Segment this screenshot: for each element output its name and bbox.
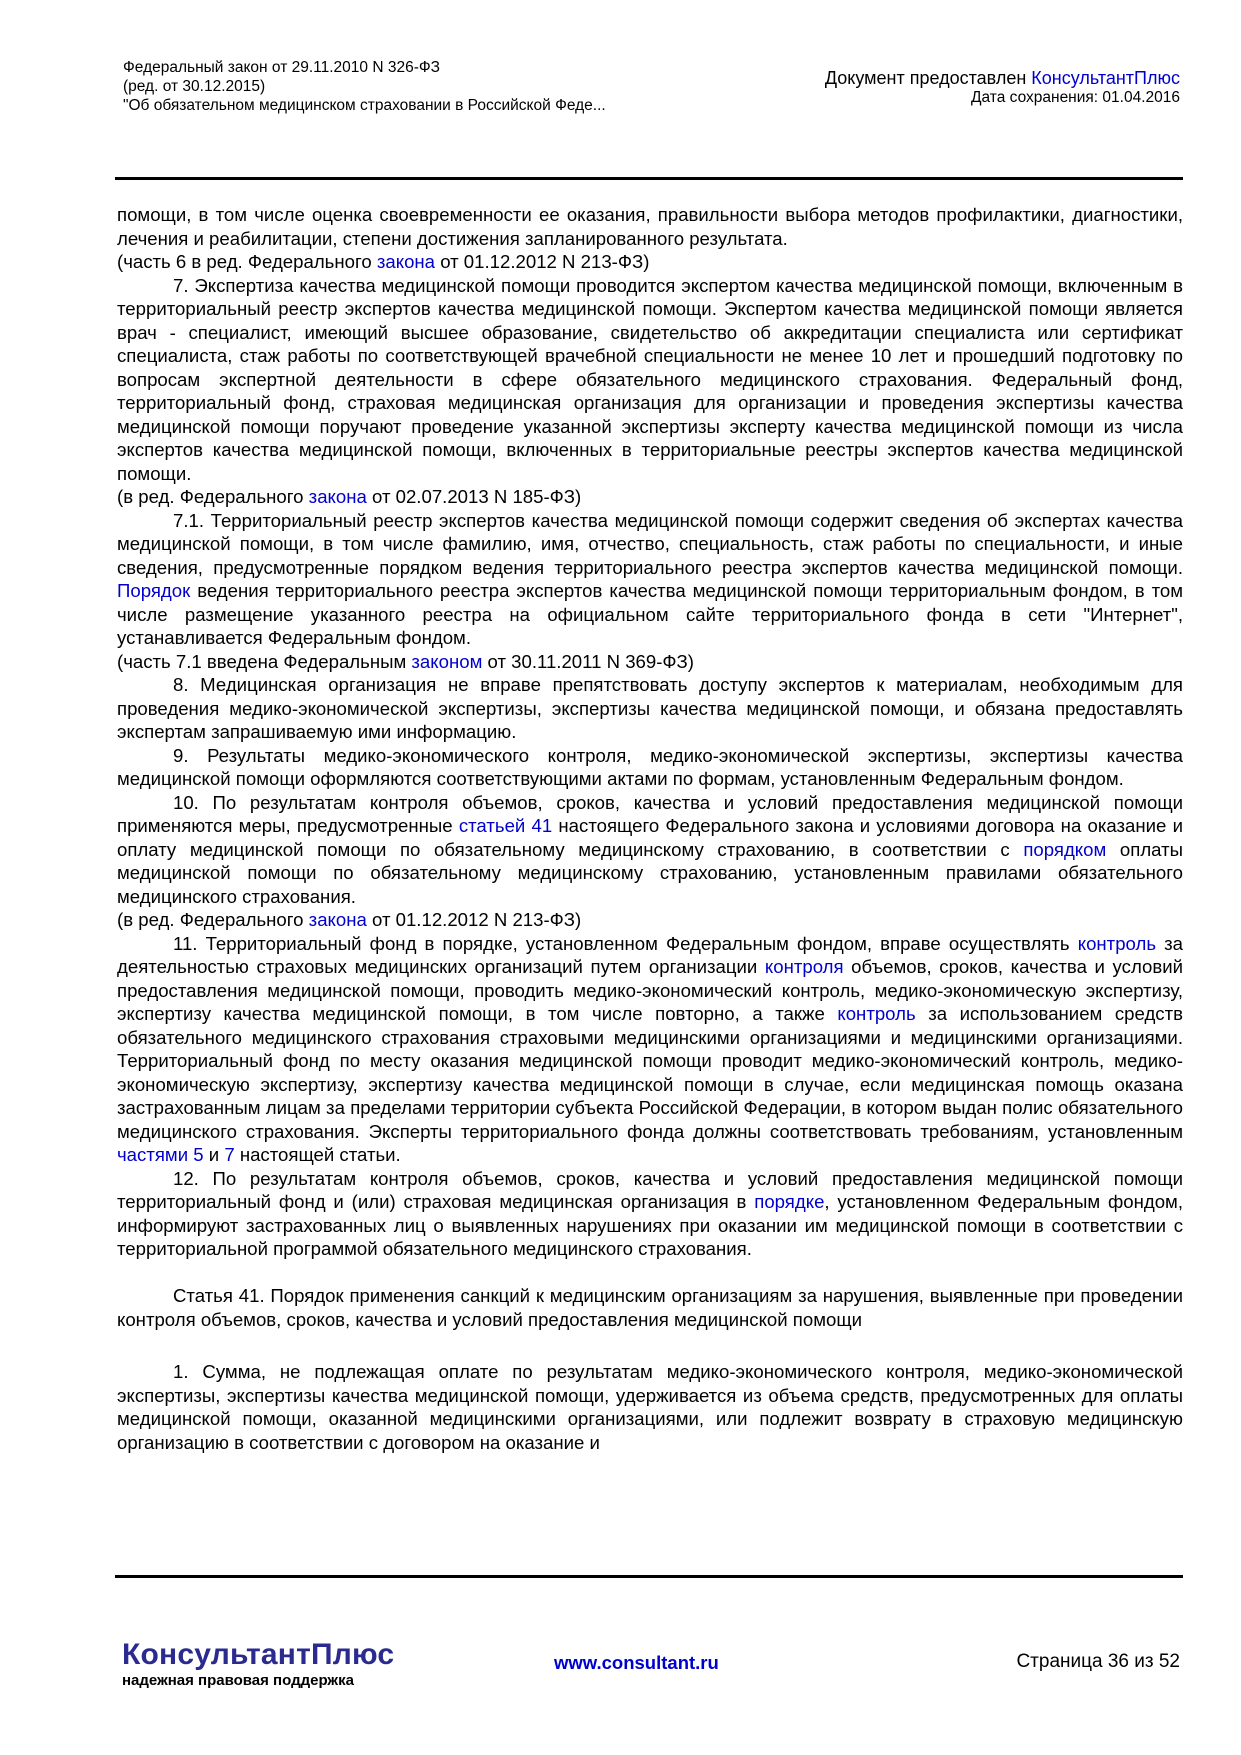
footer-divider (115, 1575, 1183, 1578)
control-link[interactable]: контроль (837, 1003, 916, 1024)
page-number: Страница 36 из 52 (1016, 1651, 1180, 1672)
paragraph-text: за деятельностью страховых медицинских организаций путем организации (117, 932, 1183, 977)
consultant-logo (122, 1639, 394, 1690)
paragraph-10 (117, 791, 1183, 909)
article-heading: Статья 41. Порядок применения санкций к медицинским организациям за нарушения, выявленные при проведении контроля объемов, сроков, качества и условий предоставления медицинской помощи (117, 1285, 1183, 1330)
paragraph-9: 9. Результаты медико-экономического контроля, медико-экономической экспертизы, экспертизы качества медицинской помощи оформляются соответствующими актами по формам, установленным Федеральным фондом. (117, 744, 1183, 789)
document-body (117, 203, 1183, 1454)
article-41-link[interactable]: статьей 41 (458, 815, 553, 836)
paragraph-text: и (203, 1144, 225, 1165)
paragraph-text: оплаты медицинской помощи по обязательному медицинскому страхованию, установленным правилами обязательного медицинского страхования. (117, 838, 1183, 907)
law-link[interactable]: законом (411, 650, 483, 672)
logo-name: КонсультантПлюс (122, 1638, 395, 1671)
law-link[interactable]: закона (308, 486, 367, 507)
procedure-link[interactable]: порядке (754, 1191, 825, 1212)
part-5-link[interactable]: частями 5 (117, 1144, 204, 1165)
saved-date: Дата сохранения: 01.04.2016 (971, 89, 1180, 106)
note-text: от 01.12.2012 N 213-ФЗ) (435, 251, 650, 272)
header-divider (115, 177, 1183, 180)
procedure-link[interactable]: Порядок (117, 580, 191, 601)
paragraph-12 (117, 1167, 1183, 1261)
amendment-note (117, 650, 1183, 674)
amendment-note (117, 908, 1183, 932)
note-text: от 30.11.2011 N 369-ФЗ) (482, 650, 694, 672)
paragraph-8: 8. Медицинская организация не вправе препятствовать доступу экспертов к материалам, необходимым для проведения медико-экономической экспертизы, экспертизы качества медицинской помощи, и обязана предоставлять экспертам запрашиваемую ими информацию. (117, 674, 1183, 742)
control-link[interactable]: контроль (1077, 932, 1157, 954)
paragraph-text: 11. Территориальный фонд в порядке, установленном Федеральным фондом, вправе осуществлять (173, 932, 1078, 954)
law-link[interactable]: закона (308, 909, 367, 930)
document-title-block (123, 58, 606, 115)
website-link[interactable]: www.consultant.ru (554, 1652, 719, 1673)
note-text: (в ред. Федерального (117, 486, 309, 507)
note-text: (часть 6 в ред. Федерального (117, 251, 377, 272)
logo-tagline: надежная правовая поддержка (122, 1672, 354, 1689)
document-title-line-3: "Об обязательном медицинском страховании в Российской Феде... (123, 97, 606, 114)
provided-by (825, 68, 1180, 88)
amendment-note (117, 250, 1183, 274)
paragraph-text: 7.1. Территориальный реестр экспертов качества медицинской помощи содержит сведения об экспертах качества медицинской помощи, в том числе фамилию, имя, отчество, специальность, стаж работы по специальности, и иные сведения, предусмотренные порядком ведения территориального реестра экспертов качества медицинской помощи. (117, 509, 1183, 578)
paragraph-text: настоящего Федерального закона и условиями договора на оказание и оплату медицинской помощи по обязательному медицинскому страхованию, в соответствии с (117, 815, 1183, 860)
procedure-link[interactable]: порядком (1023, 838, 1107, 860)
note-text: от 02.07.2013 N 185-ФЗ) (366, 486, 582, 507)
paragraph-text: за использованием средств обязательного медицинского страхования страховыми медицинскими организациями и медицинскими организациями. Территориальный фонд по месту оказания медицинской помощи проводит медико-экономический контроль, медико-экономическую экспертизу, экспертизу качества медицинской помощи в случае, если медицинская помощь оказана застрахованным лицам за пределами территории субъекта Российской Федерации, в котором выдан полис обязательного медицинского страхования. Эксперты территориального фонда должны соответствовать требованиям, установленным (117, 1003, 1183, 1142)
amendment-note (117, 485, 1183, 509)
paragraph-text: объемов, сроков, качества и условий предоставления медицинской помощи, проводить медико-экономический контроль, медико-экономическую экспертизу, экспертизу качества медицинской помощи, в том числе повторно, а также (117, 956, 1183, 1024)
article-41-paragraph-1: 1. Сумма, не подлежащая оплате по результатам медико-экономического контроля, медико-экономической экспертизы, экспертизы качества медицинской помощи, удерживается из объема средств, предусмотренных для оплаты медицинской помощи, оказанной медицинскими организациями, или подлежит возврату в страховую медицинскую организацию в соответствии с договором на оказание и (117, 1361, 1183, 1453)
paragraph-7: 7. Экспертиза качества медицинской помощи проводится экспертом качества медицинской помощи, включенным в территориальный реестр экспертов качества медицинской помощи. Экспертом качества медицинской помощи является врач - специалист, имеющий высшее образование, свидетельство об аккредитации специалиста или сертификат специалиста, стаж работы по соответствующей врачебной специальности не менее 10 лет и прошедший подготовку по вопросам экспертной деятельности в сфере обязательного медицинского страхования. Федеральный фонд, территориальный фонд, страховая медицинская организация для организации и проведения экспертизы качества медицинской помощи поручают проведение указанной экспертизы эксперту качества медицинской помощи из числа экспертов качества медицинской помощи, включенных в территориальные реестры экспертов качества медицинской помощи. (117, 274, 1183, 484)
paragraph-text: 12. По результатам контроля объемов, сроков, качества и условий предоставления медицинской помощи территориальный фонд и (или) страховая медицинская организация в (117, 1167, 1183, 1212)
spacer (117, 1331, 1183, 1360)
note-text: от 01.12.2012 N 213-ФЗ) (366, 909, 582, 930)
document-title-line-1: Федеральный закон от 29.11.2010 N 326-ФЗ (123, 59, 441, 76)
paragraph-text: ведения территориального реестра экспертов качества медицинской помощи территориальным фондом, в том числе размещение указанного реестра на официальном сайте территориального фонда в сети "Интернет", устанавливается Федеральным фондом. (117, 580, 1183, 648)
control-link[interactable]: контроля (764, 956, 844, 977)
provided-by-label: Документ предоставлен (824, 68, 1032, 88)
provider-block (825, 68, 1180, 107)
note-text: (в ред. Федерального (117, 909, 309, 930)
paragraph-text: , установленном Федеральным фондом, информируют застрахованных лиц о выявленных нарушениях при оказании им медицинской помощи в соответствии с территориальной программой обязательного медицинского страхования. (117, 1191, 1183, 1259)
paragraph-text: настоящей статьи. (234, 1144, 401, 1165)
provider-brand: КонсультантПлюс (1031, 68, 1180, 88)
paragraph-7-1 (117, 509, 1183, 650)
law-link[interactable]: закона (376, 251, 436, 272)
paragraph-text: 10. По результатам контроля объемов, сроков, качества и условий предоставления медицинской помощи применяются меры, предусмотренные (117, 791, 1183, 836)
paragraph: помощи, в том числе оценка своевременности ее оказания, правильности выбора методов профилактики, диагностики, лечения и реабилитации, степени достижения запланированного результата. (117, 204, 1183, 249)
spacer (117, 1261, 1183, 1285)
paragraph-11 (117, 932, 1183, 1167)
document-revision: (ред. от 30.12.2015) (123, 78, 266, 95)
note-text: (часть 7.1 введена Федеральным (117, 650, 412, 672)
part-7-link[interactable]: 7 (224, 1144, 235, 1165)
